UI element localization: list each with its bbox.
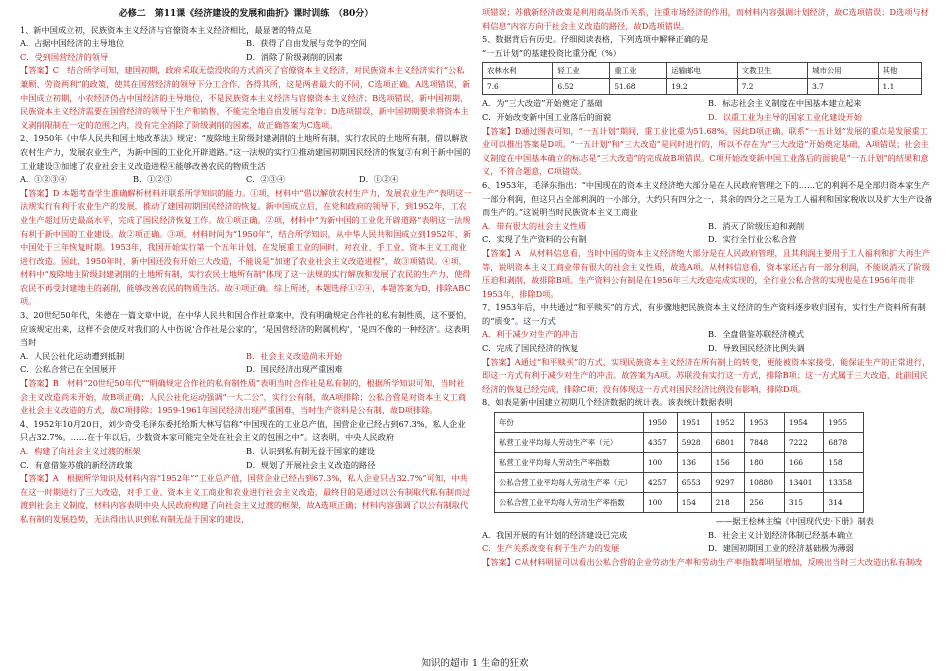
question-text: 2、1950年《中华人民共和国土地改革法》规定：“废除地主阶级封建剥削的土地所有制，实行农民的土地所有制，借以解放农村生产力，发展农业生产，为新中国的工业化开辟道路。”这一法规的实行①推动建国初期国民经济的恢复②有利于新中国的工业建设③加速了农业社会主义改造进程④能够改善农民的物质生活 (20, 133, 471, 171)
table-cell: 166 (784, 453, 824, 473)
option-item: B．社会主义改造尚未开始 (246, 350, 343, 361)
option-item: C．②③④ (246, 174, 286, 185)
option-item: B．认识到私有制无益于国家的建设 (246, 446, 375, 456)
table-cell: 1953 (745, 413, 785, 433)
option-item: A．构建了向社会主义过渡的框架 (20, 446, 141, 456)
option-item: A．利于减少对生产的冲击 (482, 329, 578, 340)
option-item: D．以重工业为主导的国家工业化建设开始 (708, 111, 862, 122)
option-item: A．人民公社化运动遭到抵制 (20, 350, 125, 361)
table-cell: 100 (644, 453, 678, 473)
table-cell: 6801 (711, 433, 745, 453)
option-item: B．获得了自由发展与竞争的空间 (246, 38, 367, 49)
answer-explanation: 【答案】D通过图表可知，“一五计划”期间，重工业比重为51.68%。因此D项正确。联系“一五计划”发展的重点是发展重工业可以推出答案是D项。“一五计划”和“三大改造”是同时进行的，所以不存在为“三大改造”开始奠定基础，A项错误；社会主义制度在中国基本确立的标志是“三大改造”的完成故B项错误。C项开始改变新中国工业落后的面貌是“一五计划”的结果和意义，不符合题意，C项错误。 (482, 125, 929, 177)
table-row (495, 473, 864, 493)
table-row (495, 433, 864, 453)
table-cell: 文教卫生 (737, 63, 807, 79)
option-item: A．占据中国经济的主导地位 (20, 38, 125, 49)
question-text: 7、1953年后，中共通过“和平赎买”的方式，有步骤地把民族资本主义经济的生产资料逐步收归国有，实行生产资料所有制的“质变”。这一方式 (482, 302, 926, 326)
option-item: A．为“三大改造”开始奠定了基础 (482, 98, 603, 109)
table-cell: 6.52 (553, 79, 610, 95)
option-row (20, 173, 472, 187)
data-table (494, 412, 864, 513)
option-item: D．消除了阶级剥削的因素 (246, 51, 343, 62)
option-row (20, 51, 472, 65)
table-cell: 19.2 (667, 79, 737, 95)
table-row (483, 79, 922, 95)
table-cell: 5928 (677, 433, 711, 453)
option-item: C．受到国营经济的领导 (20, 51, 109, 62)
question-text: 4、1952年10月20日，刘少奇受毛泽东委托给斯大林写信称“中国现在的工业总产值，国营企业已经占到67.3%，私人企业只占32.7%。……在十年以后，少数资本家可能完全处在社会主义的包围之中”。这表明，中央人民政府 (20, 418, 466, 443)
table-cell: 1951 (677, 413, 711, 433)
option-item: B．社会主义计划经济体制已经基本确立 (708, 529, 854, 540)
option-item: D．实行全行业公私合营 (708, 234, 797, 245)
table-cell: 轻工业 (553, 63, 610, 79)
table-cell: 10880 (745, 473, 785, 493)
table-cell: 4257 (644, 473, 678, 493)
table-cell: 9297 (711, 473, 745, 493)
table-cell: 7222 (784, 433, 824, 453)
table-cell: 7.2 (737, 79, 807, 95)
table-cell: 1950 (644, 413, 678, 433)
option-row (482, 529, 934, 543)
option-item: C．开始改变新中国工业落后的面貌 (482, 111, 612, 122)
option-item: A．①②③④ (20, 174, 67, 185)
option-item: D．国民经济出现严重困难 (246, 364, 343, 375)
answer-explanation: 项错误；苏俄新经济政策是利用商品货币关系，注重市场经济的作用，而材料内容强调计划经济，故C选项错误；D选项与材料信息“内容方向于社会主义改造的路径，故D选项错误。 (482, 7, 929, 31)
option-row (20, 37, 472, 51)
table-cell: 1955 (824, 413, 864, 433)
data-table (482, 62, 922, 95)
table-row (495, 493, 864, 513)
answer-explanation: 【答案】D 本题考查学生准确解析材料并联系所学知识的能力。①项，材料中“借以解放农村生产力，发展农业生产”表明这一法规实行有利于农业生产的发展，推动了建国初期国民经济的恢复。新中国成立后，在党和政府的领导下，到1952年，工农业生产超过历史最高水平，完成了国民经济恢复工作。故①项正确。②项，材料中“为新中国的工业化开辟道路”表明这一法规有利于新中国的工业建设。故②项正确。③项，材料时间为“1950年”，结合所学知识，从中华人民共和国成立到1952年，新中国处于三年恢复时期。1953年，我国开始实行第一个五年计划，在发展重工业的同时，对农业、手工业、资本主义工商业进行改造。因此，1950年时，新中国还没有开始三大改造，不能说是“加速了农业社会主义改造进程”，故③项错误。④项，材料中“废除地主阶级封建剥削的土地所有制，实行农民土地所有制”体现了这一法规的实行解放和发展了农民的生产力，使得农民不再受封建地主的剥削，能够改善农民的物质生活。故④项正确。综上所述，本题选择①②④，本题答案为D，排除ABC项。 (20, 187, 472, 307)
option-item: A．我国开展的有计划的经济建设已完成 (482, 529, 628, 540)
option-item: C．生产关系改变有利于生产力的发展 (482, 543, 620, 554)
option-item: D．规划了开展社会主义改造的路径 (246, 459, 376, 470)
table-cell: 51.68 (610, 79, 667, 95)
table-cell: 其他 (878, 63, 921, 79)
table-cell: 136 (677, 453, 711, 473)
option-item: D．导致国民经济比例失调 (708, 343, 805, 354)
table-row (495, 453, 864, 473)
table-cell: 6878 (824, 433, 864, 453)
option-item: D．建国初期国工业的经济基础极为薄弱 (708, 543, 854, 554)
option-item: B．①②③ (133, 174, 172, 185)
question-text: 8、如表是新中国建立初期几个经济数据的统计表。该表统计数据表明 (482, 397, 733, 408)
option-item: B．全盘借鉴苏联经济模式 (708, 329, 805, 340)
table-cell: 100 (644, 493, 678, 513)
table-row (483, 63, 922, 79)
table-cell: 城市公用 (808, 63, 878, 79)
table-cell: 公私合营工业平均每人劳动生产率指数 (495, 493, 644, 513)
option-row (20, 459, 472, 473)
option-item: C．有意借鉴苏俄的新经济政策 (20, 459, 133, 470)
option-item: C．完成了国民经济的恢复 (482, 343, 579, 354)
option-row (482, 328, 934, 342)
option-row (20, 363, 472, 377)
table-row (495, 413, 864, 433)
table-cell: 13401 (784, 473, 824, 493)
answer-explanation: 【答案】A通过“和平赎买”的方式，实现民族资本主义经济在所有制上的转变，更能被资本家接受，能保证生产的正常进行，即这一方式有利于减少对生产的冲击。故答案为A项。苏联没有实行这一方式，排除B项；这一方式属于三大改造，此前国民经济的恢复已经完成，排除C项；没有体现这一方式对国民经济比例没有影响，排除D项。 (482, 356, 931, 394)
answer-explanation: 【答案】C从材料明显可以看出公私合营的企业劳动生产率和劳动生产率指数都明显增加，反映出当时三大改造出私有制改 (482, 556, 923, 567)
question-text: 1、新中国成立初，民族资本主义经济与官僚资本主义经济相比，最显著的特点是 (20, 24, 312, 35)
option-item: C．公私合营已在全国展开 (20, 364, 117, 375)
answer-explanation: 【答案】B 材料“20世纪50年代”“明确规定合作社的私有制性质”表明当时合作社是私有制的，根据所学知识可知，当时社会主义改造尚未开始，故B项正确；人民公社化运动强调“一大二公”，实行公有制，故A项排除；公私合营是对资本主义工商业社会主义改造的方式，故C项排除；1959-1961年国民经济出现严重困难，当时生产资料是公有制，故D项排除。 (20, 378, 467, 416)
table-cell: 158 (824, 453, 864, 473)
answer-explanation: 【答案】A 从材料信息看，当时中国的资本主义经济绝大部分是在人民政府管理，且其利润主要用于工人福利和扩大再生产等，说明资本主义工商业带有很大的社会主义性质，故选A项。从材料信息看，资本家还占有一部分利润，不能说消灭了阶级压迫和剥削，故排除B项。生产资料公有制是在1956年三大改造完成实现的，全行业公私合营的实现也是在1956年而非1953年，排除D项。 (482, 247, 931, 299)
table-cell: 私营工业平均每人劳动生产率指数 (495, 453, 644, 473)
table-cell: 重工业 (610, 63, 667, 79)
table-cell: 年份 (495, 413, 644, 433)
option-item: B．标志社会主义制度在中国基本建立起来 (708, 98, 862, 109)
option-row (482, 233, 934, 247)
table-cell: 4357 (644, 433, 678, 453)
table-cell: 3.7 (808, 79, 878, 95)
table-cell: 6553 (677, 473, 711, 493)
question-text: 6、1953年，毛泽东指出：“中国现在的资本主义经济绝大部分是在人民政府管理之下的……它的利润不是全部归资本家生产一部分利润，但这只占全部利润的一小部分，大约只有四分之一，其余的四分之三是为工人福利和国家税收以及扩大生产设备而生产的。”这说明当时民族资本主义工商业 (482, 179, 933, 218)
option-item: C．实现了生产资料的公有制 (482, 234, 587, 245)
option-item: D．①②④ (359, 174, 399, 185)
table-source: ——据王桧林主编《中国现代史·下册》制表 (715, 516, 874, 527)
answer-explanation: 【答案】C 结合所学可知，建国初期，政府采取无偿没收的方式消灭了官僚资本主义经济，对民族资本主义经济实行“公私兼顾、劳资两利”的政策，使其在国营经济的领导下分工合作、各得其所，这是两者最大的不同，C选项正确。A选项错误，新中国成立初期，小农经济仍占中国经济的主导地位，不是民族资本主义经济与官僚资本主义经济；B选项错误，新中国初期，民族资本主义经济需要在国营经济的领导下生产和销售，不能完全地自由发展与竞争；D选项错误，新中国初期要求将资本主义剥削限制在一定的范围之内，没有完全消除了阶级剥削的因素，故正确答案为C选项。 (20, 65, 471, 130)
left-column (20, 6, 472, 527)
table-cell: 运输邮电 (667, 63, 737, 79)
table-cell: 7.6 (483, 79, 553, 95)
option-row (482, 220, 934, 234)
table-cell: 180 (745, 453, 785, 473)
question-text: “一五计划”的基建投资比重分配（%） (482, 47, 621, 58)
option-item: B．消灭了阶级压迫和剥削 (708, 220, 805, 231)
table-cell: 154 (677, 493, 711, 513)
table-cell: 公私合营工业平均每人劳动生产率（元） (495, 473, 644, 493)
table-cell: 218 (711, 493, 745, 513)
table-cell: 13358 (824, 473, 864, 493)
table-cell: 314 (824, 493, 864, 513)
page-footer: 知识的超市 1 生命的狂欢 (421, 658, 529, 669)
table-cell: 1.1 (878, 79, 921, 95)
answer-explanation: 【答案】A 根据所学知识及材料内容“1952年”“工业总产值，国营企业已经占到67.3%，私人企业只占32.7%”可知，中共在这一时期进行了三大改造，对手工业、资本主义工商业和农业进行社会主义改造，最终目的是通过以公有制取代私有制而过渡到社会主义制度，材料内容表明中央人民政府构建了向社会主义过渡的框架，故A选项正确；材料内容强调了以公有制取代私有制的发展趋势，无法得出认识到私有制无益于国家的建设， (20, 473, 471, 524)
document-title: 必修二 第11课《经济建设的发展和曲折》课时训练 （80分） (118, 9, 374, 19)
option-row (482, 97, 934, 111)
question-text: 5、数据背后有历史。仔细阅读表格，下列选项中解释正确的是 (482, 34, 709, 45)
question-text: 3、20世纪50年代，朱德在一篇文章中说，在中华人民共和国合作社章案中，没有明确规定合作社的私有制性质，这不要怕，应该规定出来，这样不会使反对我们的人中伤说‘合作社是公家的’，‘是国营经济的附属机构’，‘是四不像的一种经济’。这表明当时 (20, 310, 472, 348)
option-row (482, 111, 934, 125)
table-cell: 256 (745, 493, 785, 513)
option-row (482, 342, 934, 356)
option-row (482, 542, 934, 556)
table-cell: 7848 (745, 433, 785, 453)
option-item: A．带有很大的社会主义性质 (482, 220, 587, 231)
table-cell: 315 (784, 493, 824, 513)
table-cell: 156 (711, 453, 745, 473)
option-row (20, 445, 472, 459)
right-column (482, 6, 934, 569)
table-cell: 私营工业平均每人劳动生产率（元） (495, 433, 644, 453)
table-cell: 农林水利 (483, 63, 553, 79)
table-cell: 1954 (784, 413, 824, 433)
table-cell: 1952 (711, 413, 745, 433)
option-row (20, 350, 472, 364)
